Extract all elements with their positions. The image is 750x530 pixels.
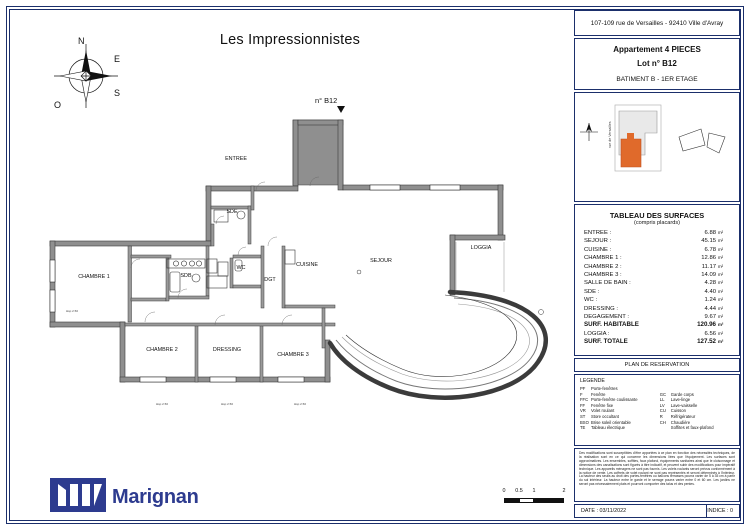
- surface-row: [584, 296, 730, 304]
- legend-code-2: R: [659, 413, 663, 419]
- surface-unit: m²: [718, 246, 724, 252]
- surface-label: CHAMBRE 1 :: [584, 255, 622, 262]
- surface-value: 6.56: [704, 330, 716, 337]
- legend-text: Fenêtre fixe: [591, 402, 614, 408]
- surface-row: [584, 330, 730, 338]
- surface-unit: m²: [718, 255, 724, 261]
- surface-value: 12.86: [701, 255, 716, 262]
- legend-row: [580, 425, 734, 431]
- surface-value: 11.17: [701, 263, 716, 270]
- scale-bar: [504, 488, 564, 512]
- surface-row: [584, 271, 730, 279]
- room-label: WC: [236, 265, 246, 271]
- surface-row: [584, 313, 730, 321]
- index-value: 0: [730, 508, 733, 514]
- surface-label: CUISINE :: [584, 246, 612, 253]
- unit-identification: [574, 38, 740, 90]
- scale-bar-ticks: [504, 488, 564, 497]
- reservation-plan-label: PLAN DE RESERVATION: [574, 358, 740, 372]
- surface-rows: [575, 229, 739, 347]
- unit-number-marker: n° B12: [315, 96, 338, 105]
- compass-label-s: S: [114, 88, 121, 98]
- room-label: SDB: [180, 273, 192, 279]
- surface-value: 4.40: [704, 288, 716, 295]
- surface-label: ENTREE :: [584, 230, 612, 236]
- legend-text-2: Garde corps: [670, 391, 694, 397]
- legend-code: VR: [580, 408, 586, 414]
- apartment-plan: [10, 10, 570, 518]
- surface-row: [584, 279, 730, 287]
- unit-type: Appartement 4 PIECES: [613, 45, 701, 54]
- title-block: [574, 10, 740, 518]
- room-label: DRESSING: [212, 347, 242, 353]
- surface-label: SURF. TOTALE: [584, 338, 628, 346]
- surface-unit: m²: [718, 272, 724, 278]
- compass-label-n: N: [78, 36, 85, 46]
- surface-unit: m²: [718, 238, 724, 244]
- room-label: SEJOUR: [370, 258, 392, 264]
- surface-value: 6.78: [704, 246, 716, 253]
- disclaimer-notes: Des modifications sont susceptibles d'être apportées à ce plan en fonction des nécessités techniques, de la réalisation sont en ce qui concerne les dimensions liées que l'équipement. Les surfaces sont approximatives. Les ensembles, soffites, faux plafond, équipements sanitaires ainsi que le cloisonnage et dimensions des canalisations sont figurés à titre indicatif, et peuvent subir des modifications pour impératif technique. Les appareils ménagers ne sont pas fournis. Les volets roulants seront prévus conformément à la notice de vente. Les coffrets de volet roulant ne sont pas représentés et seront déterminés à l'intérieur. La hauteur des seuils au droit des portes-fenêtres ou balcons terrasses pourra varier de 5 à 35 cm à partir du sol intérieur. La hauteur entre le garde et le serrage pourra varier entre 0 et 60 cm. Les jardins ne seront pas nécessairement plats et pourront comporter des talus et des pentes.: [574, 448, 740, 502]
- surface-row: [584, 254, 730, 262]
- plan-title: Les Impressionnistes: [219, 32, 361, 48]
- scale-seg-1: [504, 498, 519, 503]
- surface-unit: m²: [718, 330, 724, 336]
- scale-tick-3: 2: [562, 488, 566, 494]
- room-label: ENTREE: [225, 156, 247, 162]
- legend-text: Tableau électrique: [591, 425, 625, 431]
- surface-unit: m²: [718, 314, 724, 320]
- legend-code: TE: [580, 425, 586, 431]
- legend-code: BSO: [580, 419, 589, 425]
- legend-table: [580, 386, 734, 431]
- surface-row: [584, 263, 730, 271]
- ceiling-height-tag: Hsp 2.50: [293, 402, 307, 406]
- legend-text: Porte-fenêtres: [591, 386, 618, 391]
- legend-code-2: GC: [659, 391, 667, 397]
- legend-text: Brise soleil orientable: [591, 419, 631, 425]
- project-address: 107-109 rue de Versailles - 92410 Ville d'Avray: [574, 10, 740, 36]
- legend-text: Fenêtre: [591, 391, 606, 397]
- legend-box: [574, 374, 740, 446]
- surface-unit: m²: [718, 280, 724, 286]
- room-label: CHAMBRE 3: [277, 352, 309, 358]
- surface-label: DEGAGEMENT :: [584, 314, 630, 321]
- scale-tick-2: 1: [532, 488, 536, 494]
- room-label: DGT: [264, 277, 276, 283]
- index-field: [707, 508, 739, 514]
- legend-text-2: Cuisson: [670, 408, 686, 414]
- surface-row: [584, 229, 730, 237]
- surface-label: SURF. HABITABLE: [584, 321, 639, 329]
- legend-code-2: LL: [659, 397, 665, 403]
- legend-code: PF: [580, 386, 586, 391]
- legend-code-2: [660, 425, 671, 431]
- surface-value: 6.88: [704, 230, 716, 236]
- legend-text-2: Chaudière: [670, 419, 691, 425]
- surface-table-title: TABLEAU DES SURFACES: [609, 211, 705, 220]
- surface-row: [584, 288, 730, 296]
- room-label: SDE: [226, 209, 238, 215]
- unit-building-floor: BATIMENT B - 1ER ETAGE: [616, 76, 698, 83]
- legend-code-2: CU: [659, 408, 666, 414]
- surface-unit: m²: [718, 230, 724, 235]
- surface-value: 4.44: [704, 305, 716, 312]
- surface-unit: m²: [718, 322, 724, 328]
- compass-label-e: E: [114, 54, 121, 64]
- drawing-area: [10, 10, 570, 518]
- brand-logo: [50, 478, 250, 518]
- surface-table-subtitle: (compris placards): [633, 220, 680, 226]
- legend-code: ST: [580, 413, 586, 419]
- legend-code: F: [580, 391, 583, 397]
- ceiling-height-tag: Hsp 2.50: [65, 309, 79, 313]
- scale-seg-2: [519, 498, 534, 503]
- room-label: CHAMBRE 2: [146, 347, 178, 353]
- surface-value: 9.67: [704, 314, 716, 321]
- surface-row: [584, 246, 730, 254]
- marignan-mark-icon: [50, 478, 106, 512]
- legend-text-2: Lave-vaisselle: [670, 402, 698, 408]
- room-label: LOGGIA: [470, 245, 492, 251]
- brand-name: Marignan: [112, 486, 199, 508]
- surface-value: 1.24: [704, 297, 716, 304]
- scale-seg-3: [534, 498, 564, 503]
- situation-map: [574, 92, 740, 202]
- surface-unit: m²: [718, 297, 724, 303]
- surface-value: 120.96: [697, 321, 716, 329]
- scale-tick-0: 0: [502, 488, 506, 494]
- compass-label-o: O: [54, 100, 62, 110]
- date-index-bar: [574, 504, 740, 518]
- legend-code: FF: [580, 402, 586, 408]
- room-label: CUISINE: [296, 262, 318, 268]
- date-value: 03/11/2022: [599, 508, 627, 514]
- surface-label: LOGGIA :: [584, 330, 610, 337]
- date-field: [575, 508, 706, 514]
- scale-tick-1: 0.5: [515, 488, 523, 494]
- ceiling-height-tag: Hsp 2.50: [155, 402, 169, 406]
- surface-label: CHAMBRE 2 :: [584, 263, 622, 270]
- surface-label: CHAMBRE 3 :: [584, 272, 622, 279]
- surface-label: SDE :: [584, 288, 600, 295]
- surface-unit: m²: [718, 339, 724, 345]
- surface-value: 14.09: [701, 272, 716, 279]
- legend-text-2: Lave-linge: [670, 397, 691, 403]
- surface-unit: m²: [718, 305, 724, 311]
- date-label: DATE :: [581, 508, 598, 514]
- surface-unit: m²: [718, 288, 724, 294]
- surface-row: [584, 305, 730, 313]
- surface-value: 4.28: [704, 280, 716, 287]
- legend-title: LEGENDE: [580, 378, 605, 384]
- surface-row: [584, 338, 730, 346]
- surface-label: WC :: [584, 297, 598, 304]
- surface-row: [584, 321, 730, 329]
- surface-label: SALLE DE BAIN :: [584, 280, 631, 287]
- legend-text-2: Soffites et faux-plafond: [670, 425, 714, 431]
- legend-text: Volet roulant: [591, 408, 615, 414]
- svg-text:rue de Versailles: rue de Versailles: [608, 121, 612, 148]
- legend-code: FFC: [580, 397, 589, 403]
- legend-text: Porte-fenêtre coulissante: [591, 397, 638, 403]
- unit-lot: Lot n° B12: [637, 59, 677, 68]
- surface-value: 127.52: [697, 338, 716, 346]
- legend-text: Store occultant: [591, 413, 619, 419]
- surface-table: [574, 204, 740, 356]
- surface-label: DRESSING :: [584, 305, 619, 312]
- legend-text-2: Réfrigérateur: [670, 413, 696, 419]
- surface-value: 45.15: [701, 238, 716, 245]
- room-label: CHAMBRE 1: [78, 274, 110, 280]
- legend-code-2: CH: [659, 419, 666, 425]
- legend-code-2: LV: [659, 402, 665, 408]
- ceiling-height-tag: Hsp 2.50: [220, 402, 234, 406]
- surface-row: [584, 237, 730, 245]
- surface-unit: m²: [718, 263, 724, 269]
- index-label: INDICE :: [707, 508, 729, 514]
- surface-label: SEJOUR :: [584, 238, 612, 245]
